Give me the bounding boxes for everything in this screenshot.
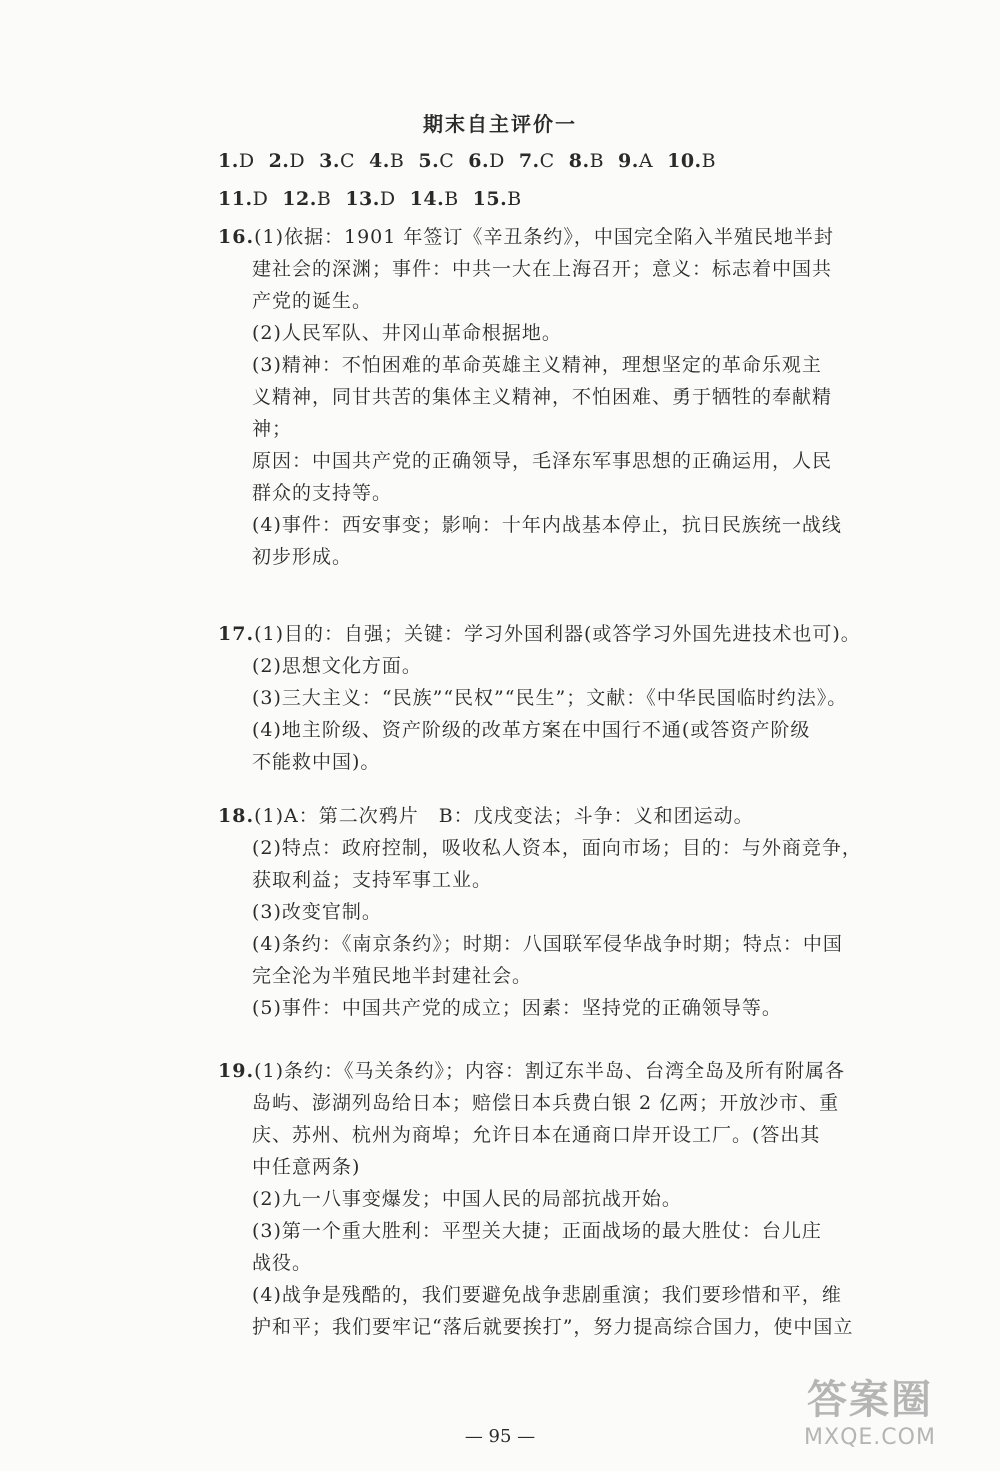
mc-answer: [618, 150, 653, 172]
answer-line: (2)人民军队、井冈山革命根据地。: [252, 322, 562, 344]
mc-answer: [519, 150, 555, 172]
question-19: [218, 1055, 854, 1343]
mc-number: 12.: [282, 188, 317, 210]
mc-letter: B: [444, 188, 459, 210]
answer-line: 初步形成。: [252, 546, 353, 568]
mc-letter: C: [539, 150, 555, 172]
mc-letter: D: [289, 150, 306, 172]
answer-line: (3)精神：不怕困难的革命英雄主义精神，理想坚定的革命乐观主: [252, 354, 822, 376]
mc-number: 1.: [218, 150, 239, 172]
page-number: — 95 —: [464, 1426, 536, 1447]
mc-answer: [418, 150, 454, 172]
answer-line: (4)条约：《南京条约》；时期：八国联军侵华战争时期；特点：中国: [252, 933, 843, 955]
mc-number: 3.: [319, 150, 340, 172]
answer-line: (1)条约：《马关条约》；内容：割辽东半岛、台湾全岛及所有附属各: [254, 1060, 845, 1082]
mc-letter: B: [507, 188, 522, 210]
page-title: 期末自主评价一: [423, 112, 577, 136]
question-number: 18.: [218, 805, 255, 827]
answer-line: 庆、苏州、杭州为商埠；允许日本在通商口岸开设工厂。(答出其: [252, 1124, 821, 1146]
mc-answer: [473, 188, 522, 210]
watermark-url: MXQE.COM: [804, 1425, 936, 1450]
answer-line: 获取利益；支持军事工业。: [252, 869, 493, 891]
answer-line: 战役。: [252, 1252, 313, 1274]
mc-letter: B: [701, 150, 717, 172]
watermark: [770, 1375, 970, 1463]
answer-line: (2)思想文化方面。: [252, 655, 422, 677]
answer-line: (4)地主阶级、资产阶级的改革方案在中国行不通(或答资产阶级: [252, 719, 811, 741]
mc-answers-row-1: [218, 150, 730, 172]
mc-number: 13.: [345, 188, 380, 210]
mc-answer: [468, 150, 505, 172]
answer-line: (3)第一个重大胜利：平型关大捷；正面战场的最大胜仗：台儿庄: [252, 1220, 822, 1242]
mc-number: 5.: [418, 150, 440, 172]
mc-answer: [410, 188, 459, 210]
question-number: 17.: [218, 623, 255, 645]
mc-number: 9.: [618, 150, 639, 172]
answer-line: 岛屿、澎湖列岛给日本；赔偿日本兵费白银 2 亿两；开放沙市、重: [252, 1092, 840, 1114]
mc-letter: D: [238, 150, 255, 172]
answer-line: 建社会的深渊；事件：中共一大在上海召开；意义：标志着中国共: [252, 258, 833, 280]
mc-letter: B: [316, 188, 332, 210]
mc-letter: D: [252, 188, 269, 210]
mc-answers-row-2: [218, 188, 536, 210]
watermark-logo: 答案圈: [807, 1377, 933, 1423]
question-number: 16.: [218, 226, 255, 248]
mc-answer: [269, 150, 306, 172]
answer-line: (4)战争是残酷的，我们要避免战争悲剧重演；我们要珍惜和平，维: [252, 1284, 842, 1306]
mc-answer: [569, 150, 604, 172]
mc-number: 14.: [409, 188, 445, 210]
mc-letter: C: [340, 150, 356, 172]
mc-answer: [282, 188, 331, 210]
answer-line: (3)三大主义：“民族”“民权”“民生”；文献：《中华民国临时约法》。: [252, 687, 848, 709]
question-18: [218, 800, 862, 1024]
mc-letter: B: [389, 150, 405, 172]
answer-line: (5)事件：中国共产党的成立；因素：坚持党的正确领导等。: [252, 997, 782, 1019]
mc-answer: [218, 188, 268, 210]
question-number: 19.: [218, 1060, 255, 1082]
mc-letter: D: [489, 150, 505, 172]
answer-line: (3)改变官制。: [252, 901, 382, 923]
answer-line: (1)依据：1901 年签订《辛丑条约》，中国完全陷入半殖民地半封: [254, 226, 834, 248]
mc-letter: D: [379, 188, 396, 210]
mc-number: 7.: [518, 150, 540, 172]
answer-line: 产党的诞生。: [252, 290, 373, 312]
mc-letter: C: [439, 150, 455, 172]
mc-letter: A: [638, 150, 654, 172]
mc-answer: [369, 150, 404, 172]
mc-number: 6.: [468, 150, 490, 172]
answer-line: 神；: [252, 418, 293, 440]
question-16: [218, 221, 842, 573]
mc-answer: [667, 150, 716, 172]
answer-line: 义精神，同甘共苦的集体主义精神，不怕困难、勇于牺牲的奉献精: [252, 386, 833, 408]
mc-answer: [319, 150, 355, 172]
answer-line: (2)特点：政府控制，吸收私人资本，面向市场；目的：与外商竞争，: [252, 837, 862, 859]
mc-number: 2.: [268, 150, 290, 172]
mc-number: 11.: [218, 188, 253, 210]
mc-number: 8.: [568, 150, 590, 172]
mc-answer: [345, 188, 395, 210]
answer-line: (1)A：第二次鸦片 B：戊戌变法；斗争：义和团运动。: [254, 805, 754, 827]
answer-line: (1)目的：自强；关键：学习外国利器(或答学习外国先进技术也可)。: [254, 623, 861, 645]
answer-line: 群众的支持等。: [252, 482, 393, 504]
question-17: [218, 618, 861, 778]
mc-letter: B: [589, 150, 605, 172]
answer-line: 原因：中国共产党的正确领导，毛泽东军事思想的正确运用，人民: [252, 450, 833, 472]
answer-line: (2)九一八事变爆发；中国人民的局部抗战开始。: [252, 1188, 682, 1210]
mc-number: 10.: [667, 150, 702, 172]
mc-answer: [218, 150, 255, 172]
answer-line: (4)事件：西安事变；影响：十年内战基本停止，抗日民族统一战线: [252, 514, 842, 536]
answer-line: 完全沦为半殖民地半封建社会。: [252, 965, 533, 987]
answer-line: 护和平；我们要牢记“落后就要挨打”，努力提高综合国力，使中国立: [252, 1316, 854, 1338]
mc-number: 15.: [472, 188, 508, 210]
mc-number: 4.: [369, 150, 390, 172]
answer-line: 中任意两条): [252, 1156, 361, 1178]
answer-line: 不能救中国)。: [252, 751, 381, 773]
